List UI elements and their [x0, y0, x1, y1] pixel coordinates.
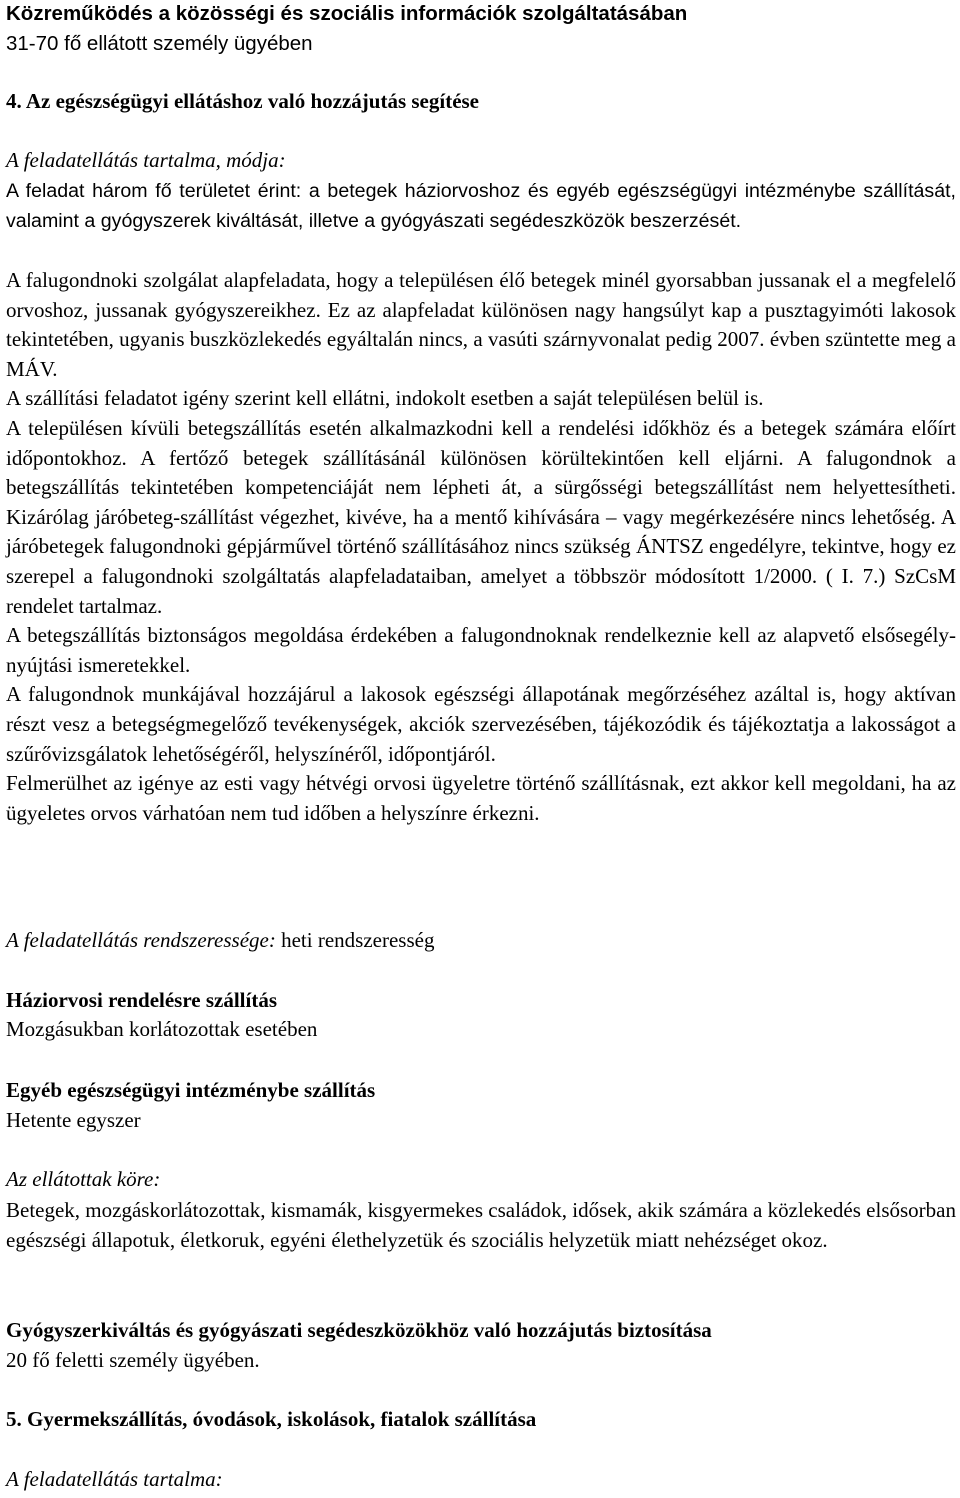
recipients-paragraph	[6, 1196, 956, 1255]
paragraph-5: A falugondnok munkájával hozzájárul a lakosok egészségi állapotának megőrzéséhez azáltal is, hogy aktívan részt vesz a betegségmegelőző tevékenységek, akciók szervezésében, tájékozódik és tájékoztatja a lakosságot a szűrővizsgálatok lehetőségéről, helyszínéről, időpontjáról.	[6, 682, 956, 766]
intro-text: A feladat három fő területet érint: a betegek háziorvoshoz és egyéb egészségügyi intézménybe szállítását, valamint a gyógyszerek kiváltását, illetve a gyógyászati segédeszközök beszerzését.	[6, 180, 956, 232]
body-paragraphs	[6, 266, 956, 828]
other-transport-heading: Egyéb egészségügyi intézménybe szállítás	[6, 1078, 376, 1102]
paragraph-2: A szállítási feladatot igény szerint kell ellátni, indokolt esetben a saját településen belül is.	[6, 386, 764, 411]
regularity-value: heti rendszeresség	[275, 928, 435, 952]
regularity-line	[6, 928, 956, 953]
section-5-heading: 5. Gyermekszállítás, óvodások, iskolások, fiatalok szállítása	[6, 1407, 537, 1431]
gp-transport-text: Mozgásukban korlátozottak esetében	[6, 1017, 318, 1041]
paragraph-4: A betegszállítás biztonságos megoldása érdekében a falugondnoknak rendelkeznie kell az alapvető elsősegély-nyújtási ismeretekkel.	[6, 623, 956, 677]
regularity-label: A feladatellátás rendszeressége:	[6, 928, 276, 952]
meds-heading: Gyógyszerkiváltás és gyógyászati segédeszközökhöz való hozzájutás biztosítása	[6, 1318, 712, 1342]
recipients-label: Az ellátottak köre:	[6, 1167, 161, 1191]
task-content-label: A feladatellátás tartalma, módja:	[6, 148, 286, 172]
other-transport-text: Hetente egyszer	[6, 1108, 141, 1132]
paragraph-3: A településen kívüli betegszállítás esetén alkalmazkodni kell a rendelési időkhöz és a betegek számára előírt időpontokhoz. A fertőző betegek szállításánál különösen körültekintően kell eljárni. A falugondnok a betegszállítás tekintetében kompetenciáját nem lépheti át, a sürgősségi betegszállítást nem helyettesítheti. Kizárólag járóbeteg-szállítást végezhet, kivéve, ha a mentő kihívására – vagy megérkezésére nincs lehetőség. A járóbetegek falugondnoki gépjárművel történő szállításához nincs szükség ÁNTSZ engedélyre, tekintve, hogy ez szerepel a falugondnoki szolgáltatás alapfeladataiban, amelyet a többször módosított 1/2000. ( I. 7.) SzCsM rendelet tartalmaz.	[6, 415, 956, 618]
page-header-subtitle: 31-70 fő ellátott személy ügyében	[6, 32, 313, 55]
paragraph-1: A falugondnoki szolgálat alapfeladata, hogy a településen élő betegek minél gyorsabban jussanak el a megfelelő orvoshoz, jussanak gyógyszereikhez. Ez az alapfeladat különösen nagy hangsúlyt kap a pusztagyimóti lakosok tekintetében, ugyanis buszközlekedés egyáltalán nincs, a vasúti szárnyvonalat pedig 2007. évben szüntette meg a MÁV.	[6, 268, 956, 381]
intro-paragraph	[6, 176, 956, 236]
section-5-task-content-label: A feladatellátás tartalma:	[6, 1467, 223, 1491]
paragraph-6: Felmerülhet az igénye az esti vagy hétvégi orvosi ügyeletre történő szállításnak, ezt akkor kell megoldani, ha az ügyeletes orvos várhatóan nem tud időben a helyszínre érkezni.	[6, 771, 956, 825]
section-4-heading: 4. Az egészségügyi ellátáshoz való hozzájutás segítése	[6, 89, 480, 113]
meds-text: 20 fő feletti személy ügyében.	[6, 1348, 260, 1372]
page-header-title: Közreműködés a közösségi és szociális információk szolgáltatásában	[6, 2, 688, 25]
gp-transport-heading: Háziorvosi rendelésre szállítás	[6, 988, 278, 1012]
recipients-text: Betegek, mozgáskorlátozottak, kismamák, kisgyermekes családok, idősek, akik számára a közlekedés elsősorban egészségi állapotuk, életkoruk, egyéni élethelyzetük és szociális helyzetük miatt nehézséget okoz.	[6, 1198, 956, 1252]
